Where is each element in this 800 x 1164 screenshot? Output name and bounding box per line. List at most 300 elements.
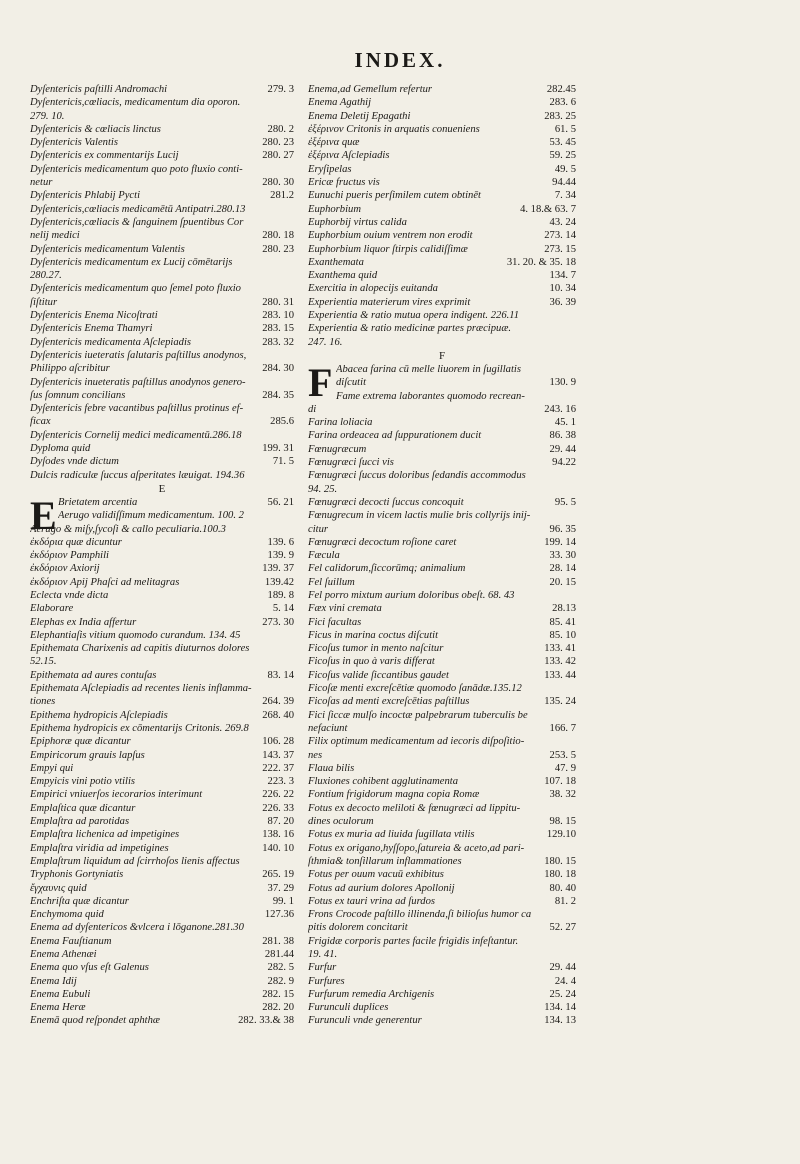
entry-term: Enema Eubuli	[30, 988, 91, 1000]
entry-term: diſcutit	[336, 377, 367, 389]
index-entry	[308, 536, 576, 549]
index-entry	[308, 390, 576, 403]
index-entry	[308, 296, 576, 309]
entry-term: Eryſipelas	[308, 163, 352, 175]
entry-reference: 135. 24	[544, 696, 576, 708]
index-entry	[308, 788, 576, 801]
index-entry	[30, 429, 294, 442]
entry-term: Furunculi duplices	[308, 1002, 389, 1014]
entry-term: Fœnugræcum	[308, 443, 367, 455]
entry-term: Epiphoræ quæ dicantur	[30, 736, 131, 748]
index-entry	[308, 203, 576, 216]
index-entry	[30, 735, 294, 748]
entry-reference: 273. 30	[262, 616, 294, 628]
entry-term: Epithemata Aſclepiadis ad recentes lienis inflamma-	[30, 683, 252, 695]
entry-reference: 5. 14	[272, 603, 294, 615]
index-entry	[308, 483, 576, 496]
index-entry	[308, 961, 576, 974]
entry-term: Fame extrema laborantes quomodo recrean-	[336, 390, 525, 402]
index-entry	[30, 389, 294, 402]
entry-term: Epithemata Charixenis ad capitis diuturnos dolores	[30, 643, 250, 655]
index-entry	[308, 828, 576, 841]
section-e-continued-entries	[308, 83, 576, 349]
entry-term: Eunuchi pueris perſimilem cutem obtinēt	[308, 190, 481, 202]
entry-reference: 134. 14	[544, 1002, 576, 1014]
entry-term: Farina loliacia	[308, 417, 373, 429]
section-d-entries	[30, 83, 294, 482]
entry-reference: 24. 4	[554, 975, 576, 987]
entry-reference: 280. 23	[262, 137, 294, 149]
entry-reference: 81. 2	[554, 895, 576, 907]
entry-reference: 226. 33	[262, 802, 294, 814]
entry-term: Dyſentericis Enema Thamyri	[30, 323, 153, 335]
entry-term: tiones	[30, 696, 56, 708]
entry-reference: 139.42	[264, 576, 294, 588]
index-entry	[308, 669, 576, 682]
index-entry	[308, 1014, 576, 1027]
entry-term: Dyſentericis & cœliacis linctus	[30, 123, 161, 135]
index-entry	[308, 163, 576, 176]
entry-term: Elaborare	[30, 603, 74, 615]
entry-reference: 59. 25	[549, 150, 576, 162]
index-entry	[308, 322, 576, 335]
index-entry	[308, 855, 576, 868]
entry-term: Ficus in marina coctus diſcutit	[308, 629, 439, 641]
index-entry	[308, 110, 576, 123]
index-entry	[308, 802, 576, 815]
entry-reference: 280. 30	[262, 177, 294, 189]
entry-term: Fotus ex muria ad liuida ſugillata vtilis	[308, 829, 475, 841]
index-entry	[30, 149, 294, 162]
index-entry	[30, 362, 294, 375]
entry-term: Fœnugrecum in vicem lactis mulie bris collyrijs inij-	[308, 510, 531, 522]
entry-reference: 29. 44	[549, 443, 576, 455]
index-entry	[30, 415, 294, 428]
entry-reference: 282. 9	[267, 975, 294, 987]
index-entry	[30, 828, 294, 841]
index-entry	[30, 775, 294, 788]
index-entry	[308, 243, 576, 256]
index-entry	[30, 402, 294, 415]
entry-reference: 138. 16	[262, 829, 294, 841]
entry-term: Furfur	[308, 962, 337, 974]
entry-reference: 223. 3	[267, 776, 294, 788]
index-entry	[30, 855, 294, 868]
index-entry	[308, 376, 576, 389]
entry-reference: 10. 34	[549, 283, 576, 295]
entry-term: di	[308, 403, 317, 415]
index-entry	[30, 616, 294, 629]
entry-reference: 189. 8	[267, 589, 294, 601]
entry-term: Frigidæ corporis partes facile frigidis infeſtantur.	[308, 935, 519, 947]
entry-term: Euphorbium liquor ſtirpis calidiſſimæ	[308, 243, 468, 255]
entry-term: Dyſentericis inueteratis paſtillus anodynos genero-	[30, 376, 246, 388]
entry-term: 280.27.	[30, 270, 62, 282]
entry-reference: 87. 20	[267, 816, 294, 828]
index-entry	[308, 988, 576, 1001]
index-entry	[30, 1014, 294, 1027]
entry-term: Enema Athenæi	[30, 949, 97, 960]
entry-term: ficax	[30, 416, 51, 428]
entry-term: ἐκδόριον Apij Phaſci ad melitagras	[30, 576, 180, 588]
index-entry	[30, 349, 294, 362]
entry-reference: 166. 7	[549, 722, 576, 734]
index-entry	[30, 110, 294, 123]
index-entry	[30, 442, 294, 455]
index-entry	[30, 336, 294, 349]
entry-term: Dyſentericis ex commentarijs Lucij	[30, 150, 179, 162]
entry-term: Dulcis radiculæ ſuccus aſperitates læuigat. 194.36	[30, 469, 245, 481]
entry-term: Frons Crocode paſtillo illinenda,ſi bilioſus humor ca	[308, 909, 532, 921]
index-entry	[30, 975, 294, 988]
index-entry	[30, 523, 294, 536]
entry-reference: 226. 22	[262, 789, 294, 801]
entry-term: ἐκδόρια quæ dicuntur	[30, 536, 122, 548]
entry-reference: 222. 37	[262, 762, 294, 774]
index-entry	[308, 655, 576, 668]
entry-term: Fæx vini cremata	[308, 603, 382, 615]
entry-reference: 96. 35	[549, 523, 576, 535]
entry-reference: 280. 2	[267, 123, 294, 135]
index-entry	[30, 136, 294, 149]
index-entry	[30, 216, 294, 229]
entry-reference: 28.13	[552, 603, 576, 615]
entry-term: Exanthemata	[308, 256, 364, 268]
index-entry	[308, 576, 576, 589]
entry-reference: 281. 38	[262, 935, 294, 947]
entry-term: Ficoſæ menti excreſcētiæ quomodo ſanādæ.135.12	[308, 683, 522, 695]
entry-term: Fluxiones cohibent agglutinamenta	[308, 776, 459, 788]
entry-reference: 37. 29	[267, 882, 294, 894]
entry-term: Empyicis vini potio vtilis	[30, 776, 136, 788]
entry-term: Fœnugræci ſuccus doloribus ſedandis accommodus	[308, 470, 526, 482]
index-entry	[308, 96, 576, 109]
entry-term: dines oculorum	[308, 816, 374, 828]
index-entry	[30, 602, 294, 615]
entry-term: Emplaſtrum liquidum ad ſcirrhoſos lienis affectus	[30, 855, 240, 867]
entry-term: Epithema hydropicis ex cōmentarijs Critonis. 269.8	[30, 722, 249, 734]
entry-term: Euphorbium	[308, 203, 361, 215]
entry-reference: 85. 10	[549, 629, 576, 641]
index-entry	[308, 842, 576, 855]
entry-term: ἐξέρινον Critonis in arquatis conueniens	[308, 123, 480, 135]
entry-term: Eclecta vnde dicta	[30, 589, 109, 601]
entry-reference: 107. 18	[544, 776, 576, 788]
entry-reference: 49. 5	[554, 163, 576, 175]
entry-reference: 283. 15	[262, 323, 294, 335]
index-entry	[30, 549, 294, 562]
entry-term: Fel ſuillum	[308, 576, 355, 588]
index-entry	[308, 496, 576, 509]
index-entry	[308, 549, 576, 562]
index-entry	[308, 136, 576, 149]
entry-term: ἔγχαυνις quid	[30, 882, 87, 894]
index-entry	[30, 961, 294, 974]
index-entry	[30, 269, 294, 282]
entry-reference: 53. 45	[549, 137, 576, 149]
index-entry	[308, 309, 576, 322]
entry-term: Ficoſus tumor in mento naſcitur	[308, 643, 444, 655]
entry-term: Aerugo & miſy,ſycoſi & callo peculiaria.100.3	[30, 523, 226, 535]
entry-term: ἐξέρινα quæ	[308, 137, 360, 149]
entry-reference: 282. 20	[262, 1002, 294, 1014]
entry-term: 19. 41.	[308, 949, 338, 960]
index-entry	[30, 1001, 294, 1014]
index-entry	[30, 282, 294, 295]
entry-reference: 268. 40	[262, 709, 294, 721]
entry-reference: 143. 37	[262, 749, 294, 761]
entry-reference: 52. 27	[549, 922, 576, 934]
page-title: INDEX.	[354, 48, 446, 72]
index-entry	[308, 336, 576, 349]
index-entry	[308, 429, 576, 442]
index-entry	[30, 496, 294, 509]
entry-term: Empirici vniuerſos iecorarios interimunt	[30, 789, 203, 801]
entry-reference: 285.6	[270, 416, 294, 428]
index-entry	[30, 229, 294, 242]
entry-term: Dyſodes vnde dictum	[30, 456, 119, 468]
index-entry	[308, 363, 576, 376]
index-entry	[30, 788, 294, 801]
index-entry	[308, 722, 576, 735]
entry-reference: 33. 30	[549, 550, 576, 562]
entry-reference: 134. 7	[549, 270, 576, 282]
index-entry	[30, 948, 294, 961]
entry-term: Enema,ad Gemellum refertur	[308, 84, 433, 95]
entry-reference: 133. 44	[544, 669, 576, 681]
entry-term: Dyſentericis Enema Nicoſtrati	[30, 310, 158, 322]
index-entry	[30, 243, 294, 256]
index-entry	[308, 83, 576, 96]
entry-term: Enemā quod reſpondet aphthæ	[30, 1015, 160, 1027]
entry-term: Fœnugræci decocti ſuccus concoquit	[308, 496, 464, 508]
entry-term: Ficoſus valide ſiccantibus gaudet	[308, 669, 449, 681]
entry-term: 247. 16.	[308, 336, 343, 348]
section-f-dropcap-block	[308, 359, 576, 405]
entry-term: Fici facultas	[308, 616, 362, 628]
entry-reference: 133. 41	[544, 643, 576, 655]
entry-term: 52.15.	[30, 656, 57, 668]
entry-reference: 281.44	[264, 949, 294, 960]
index-entry	[30, 376, 294, 389]
entry-term: Elephas ex India affertur	[30, 616, 137, 628]
entry-reference: 265. 19	[262, 869, 294, 881]
entry-reference: 56. 21	[267, 496, 294, 508]
index-entry	[30, 309, 294, 322]
index-entry	[30, 655, 294, 668]
entry-term: Emplaſtica quæ dicantur	[30, 802, 136, 814]
index-column-left	[30, 83, 294, 1028]
index-entry	[30, 83, 294, 96]
index-entry	[308, 775, 576, 788]
entry-reference: 80. 40	[549, 882, 576, 894]
entry-reference: 180. 15	[544, 855, 576, 867]
entry-term: Empiricorum grauis lapſus	[30, 749, 145, 761]
entry-term: Dyſentericis medicamenta Aſclepiadis	[30, 336, 192, 348]
entry-term: Exercitia in alopecijs euitanda	[308, 283, 438, 295]
entry-term: Fotus ad aurium dolores Apollonij	[308, 882, 455, 894]
index-entry	[30, 203, 294, 216]
entry-reference: 36. 39	[549, 296, 576, 308]
entry-term: Fœnugræci decoctum roſione caret	[308, 536, 457, 548]
entry-term: ſus ſomnum concilians	[30, 389, 126, 401]
entry-reference: 282. 15	[262, 988, 294, 1000]
entry-reference: 273. 15	[544, 243, 576, 255]
index-entry	[308, 416, 576, 429]
entry-term: Dyſentericis Valentis	[30, 137, 118, 149]
entry-term: Emplaſtra lichenica ad impetigines	[30, 829, 180, 841]
entry-term: Furunculi vnde generentur	[308, 1015, 422, 1027]
entry-reference: 129.10	[546, 829, 576, 841]
index-entry	[30, 163, 294, 176]
entry-term: 279. 10.	[30, 110, 65, 122]
entry-reference: 71. 5	[272, 456, 294, 468]
entry-reference: 282. 5	[267, 962, 294, 974]
entry-term: Experientia & ratio medicinæ partes præcipuæ.	[308, 323, 512, 335]
entry-term: Epithema hydropicis Aſclepiadis	[30, 709, 168, 721]
entry-term: Ericæ fructus vis	[308, 177, 380, 189]
index-entry	[308, 749, 576, 762]
entry-term: Empyi qui	[30, 762, 74, 774]
index-entry	[30, 642, 294, 655]
index-entry	[308, 216, 576, 229]
index-entry	[308, 882, 576, 895]
index-entry	[30, 815, 294, 828]
dropcap-e: E	[30, 492, 57, 538]
entry-term: Fotus ex origano,hyſſopo,ſatureia & aceto,ad pari-	[308, 842, 525, 854]
entry-term: Enema Agathij	[308, 97, 372, 109]
index-entry	[30, 802, 294, 815]
entry-term: Dyſentericis medicamentum Valentis	[30, 243, 185, 255]
entry-term: pitis dolorem concitarit	[308, 922, 408, 934]
index-entry	[308, 269, 576, 282]
entry-term: Dyſentericis febre vacantibus paſtillus protinus ef-	[30, 403, 244, 415]
index-entry	[308, 735, 576, 748]
section-f-entries	[308, 403, 576, 1028]
index-entry	[308, 1001, 576, 1014]
entry-reference: 140. 10	[262, 842, 294, 854]
index-entry	[308, 189, 576, 202]
index-entry	[30, 882, 294, 895]
entry-term: Dyſentericis,cœliacis & ſanguinem ſpuentibus Cor	[30, 216, 244, 228]
entry-term: Euphorbij virtus calida	[308, 216, 407, 228]
entry-reference: 264. 39	[262, 696, 294, 708]
index-entry	[30, 762, 294, 775]
entry-term: Dyſentericis,cœliacis medicamētū Antipatri.280.13	[30, 203, 246, 215]
entry-term: Elephantiaſis vitium quomodo curandum. 134. 45	[30, 629, 241, 641]
entry-term: Fel calidorum,ſiccorūmq; animalium	[308, 563, 466, 575]
entry-term: Dyſentericis,cœliacis, medicamentum dia oporon.	[30, 97, 241, 109]
index-entry	[30, 682, 294, 695]
entry-term: Emplaſtra viridia ad impetigines	[30, 842, 169, 854]
entry-term: Euphorbium ouium ventrem non erodit	[308, 230, 473, 242]
dropcap-f: F	[308, 359, 333, 405]
entry-reference: 86. 38	[549, 430, 576, 442]
index-entry	[308, 642, 576, 655]
index-entry	[30, 536, 294, 549]
entry-reference: 282. 33.& 38	[238, 1015, 294, 1027]
entry-term: Dyſentericis medicamentum quo ſemel poto fluxio	[30, 283, 241, 295]
index-entry	[30, 589, 294, 602]
index-entry	[308, 456, 576, 469]
entry-reference: 7. 34	[554, 190, 576, 202]
entry-term: Furfures	[308, 975, 345, 987]
index-entry	[308, 762, 576, 775]
index-entry	[30, 749, 294, 762]
entry-reference: 139. 6	[267, 536, 294, 548]
index-entry	[308, 229, 576, 242]
index-entry	[30, 908, 294, 921]
entry-reference: 47. 9	[554, 762, 576, 774]
entry-reference: 273. 14	[544, 230, 576, 242]
entry-reference: 280. 27	[262, 150, 294, 162]
index-entry	[30, 629, 294, 642]
index-entry	[308, 256, 576, 269]
entry-term: ἐκδόριον Axiorij	[30, 563, 100, 575]
entry-reference: 243. 16	[544, 403, 576, 415]
index-entry	[308, 935, 576, 948]
entry-reference: 4. 18.& 63. 7	[520, 203, 576, 215]
entry-term: Brietatem arcentia	[58, 496, 138, 508]
entry-term: Enema Deletij Epagathi	[308, 110, 411, 122]
entry-reference: 281.2	[270, 190, 294, 202]
section-e-entries	[30, 523, 294, 1028]
index-entry	[308, 403, 576, 416]
index-entry	[308, 616, 576, 629]
index-entry	[308, 123, 576, 136]
entry-term: ἐκδόριον Pamphili	[30, 550, 109, 562]
entry-reference: 99. 1	[272, 895, 294, 907]
entry-term: Ficoſus in quo à varis differat	[308, 656, 435, 668]
index-entry	[308, 948, 576, 961]
entry-reference: 280. 31	[262, 296, 294, 308]
entry-term: Tryphonis Gortyniatis	[30, 869, 124, 881]
entry-term: Fontium frigidorum magna copia Romæ	[308, 789, 480, 801]
index-entry	[30, 176, 294, 189]
entry-term: nefaciunt	[308, 722, 348, 734]
entry-reference: 283. 6	[549, 97, 576, 109]
entry-reference: 253. 5	[549, 749, 576, 761]
index-entry	[308, 523, 576, 536]
index-entry	[308, 443, 576, 456]
entry-term: Enema Heræ	[30, 1002, 86, 1014]
index-entry	[30, 189, 294, 202]
index-entry	[308, 709, 576, 722]
entry-term: Dyſentericis Cornelij medici medicamentū.286.18	[30, 429, 242, 441]
entry-reference: 134. 13	[544, 1015, 576, 1027]
entry-reference: 85. 41	[549, 616, 576, 628]
entry-term: Enema Fauſtianum	[30, 935, 112, 947]
entry-reference: 282.45	[546, 84, 576, 95]
entry-term: Experientia & ratio mutua opera indigent. 226.11	[308, 310, 520, 322]
index-entry	[30, 96, 294, 109]
entry-term: Enchriſta quæ dicantur	[30, 895, 129, 907]
index-entry	[30, 576, 294, 589]
index-entry	[30, 695, 294, 708]
index-entry	[30, 988, 294, 1001]
entry-term: Enema quo vſus eſt Galenus	[30, 962, 149, 974]
entry-term: Fel porro mixtum aurium doloribus obeſt. 68. 43	[308, 589, 515, 601]
entry-reference: 279. 3	[267, 84, 294, 95]
index-entry	[30, 669, 294, 682]
index-entry	[308, 176, 576, 189]
entry-reference: 38. 32	[549, 789, 576, 801]
index-entry	[308, 509, 576, 522]
index-entry	[308, 868, 576, 881]
index-entry	[30, 509, 294, 522]
index-entry	[308, 815, 576, 828]
entry-reference: 199. 14	[544, 536, 576, 548]
